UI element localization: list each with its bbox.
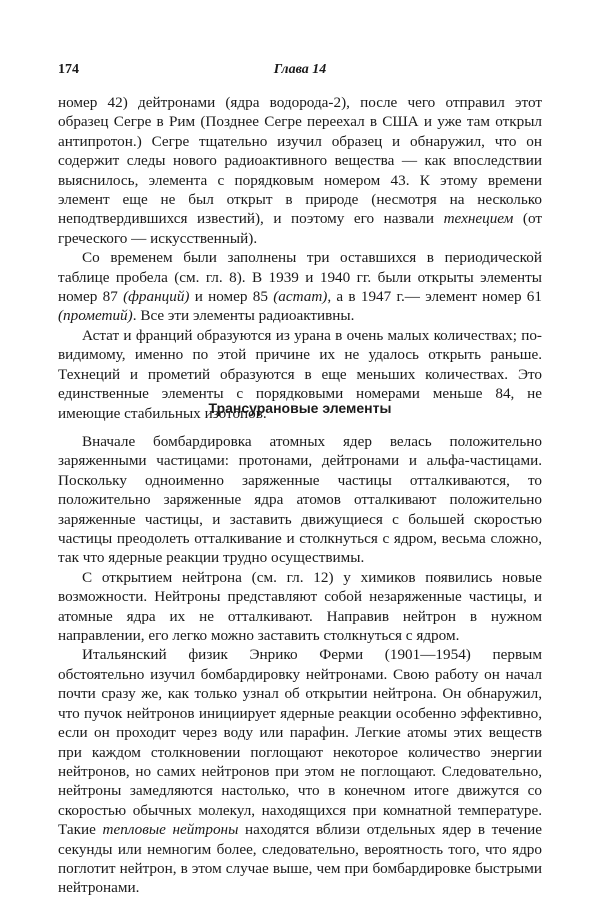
paragraph bbox=[58, 248, 542, 326]
italic-term: (франций) bbox=[123, 288, 190, 306]
italic-term: (астат) bbox=[273, 288, 328, 306]
section-heading: Трансурановые элементы bbox=[208, 400, 392, 416]
page-number: 174 bbox=[58, 62, 79, 77]
paragraph bbox=[58, 93, 542, 248]
text-run: . Все эти элементы радиоактивны. bbox=[132, 307, 355, 325]
paragraph bbox=[58, 432, 542, 568]
text-block-after-heading bbox=[58, 432, 542, 898]
paragraph bbox=[58, 568, 542, 646]
text-run: (от греческого — искусственный). bbox=[58, 210, 542, 247]
text-run: С открытием нейтрона (см. гл. 12) у химиков появились новые возможности. Нейтроны представляют собой незаряженные частицы, и атомные ядра их не отталкивают. Направив нейтрон в нужном направлении, его легко можно заставить столкнуться с ядром. bbox=[58, 568, 542, 645]
text-run: Вначале бомбардировка атомных ядер велась положительно заряженными частицами: протонами, дейтронами и альфа-частицами. Поскольку одноименно заряженные частицы отталкиваются, то положительно заряженные ядра атомов отталкивают положительно заряженные частицы, и заставить движущиеся с большей скоростью частицы преодолеть отталкивание и столкнуться с ядром, весьма сложно, так что ядерные реакции трудно осуществимы. bbox=[58, 433, 542, 567]
text-block-before-heading bbox=[58, 93, 542, 423]
text-run: и номер 85 bbox=[189, 288, 274, 306]
text-run: Астат и франций образуются из урана в очень малых количествах; по-видимому, именно по этой причине их не удалось открыть раньше. Технеций и прометий образуются в еще меньших количествах. Это единственные элементы с порядковыми номерами меньше 84, не имеющие стабильных изотопов. bbox=[58, 326, 542, 422]
text-run: находятся вблизи отдельных ядер в течение секунды или немногим более, следовательно, вероятность того, что ядро поглотит нейтрон, в этом случае выше, чем при бомбардировке быстрыми нейтронами. bbox=[58, 821, 543, 897]
paragraph bbox=[58, 645, 542, 897]
italic-term: тепловые нейтроны bbox=[102, 821, 239, 839]
running-head: Глава 14 bbox=[273, 62, 327, 77]
italic-term: технецием bbox=[443, 210, 514, 228]
text-run: Со временем были заполнены три оставшихся в периодической таблице пробела (см. гл. 8). В 1939 и 1940 гг. были открыты элементы номер 87 bbox=[58, 249, 542, 306]
text-run: Итальянский физик Энрико Ферми (1901—1954) первым обстоятельно изучил бомбардировку нейтронами. Свою работу он начал почти сразу же, как только узнал об открытии нейтрона. Он обнаружил, что пучок нейтронов инициирует ядерные реакции особенно эффективно, если он проходит через воду или парафин. Легкие атомы этих веществ при каждом столкновении поглощают некоторое количество энергии нейтронов, но самих нейтронов при этом не поглощают. Следовательно, нейтроны замедляются настолько, что в конечном итоге движутся со скоростью обычных молекул, находящихся при комнатной температуре. Такие bbox=[58, 646, 542, 839]
text-run: , а в 1947 г.— элемент номер 61 bbox=[327, 288, 542, 306]
italic-term: (прометий) bbox=[58, 307, 133, 325]
text-run: номер 42) дейтронами (ядра водорода-2), после чего отправил этот образец Сегре в Рим (Позднее Сегре переехал в США и уже там открыл антипротон.) Сегре тщательно изучил образец и обнаружил, что он содержит следы нового радиоактивного вещества — как впоследствии выяснилось, элемента с порядковым номером 43. К этому времени элемент еще не был открыт в природе (несмотря на несколько неподтвердившихся известий), и поэтому его назвали bbox=[58, 94, 542, 228]
page-header bbox=[58, 62, 542, 82]
